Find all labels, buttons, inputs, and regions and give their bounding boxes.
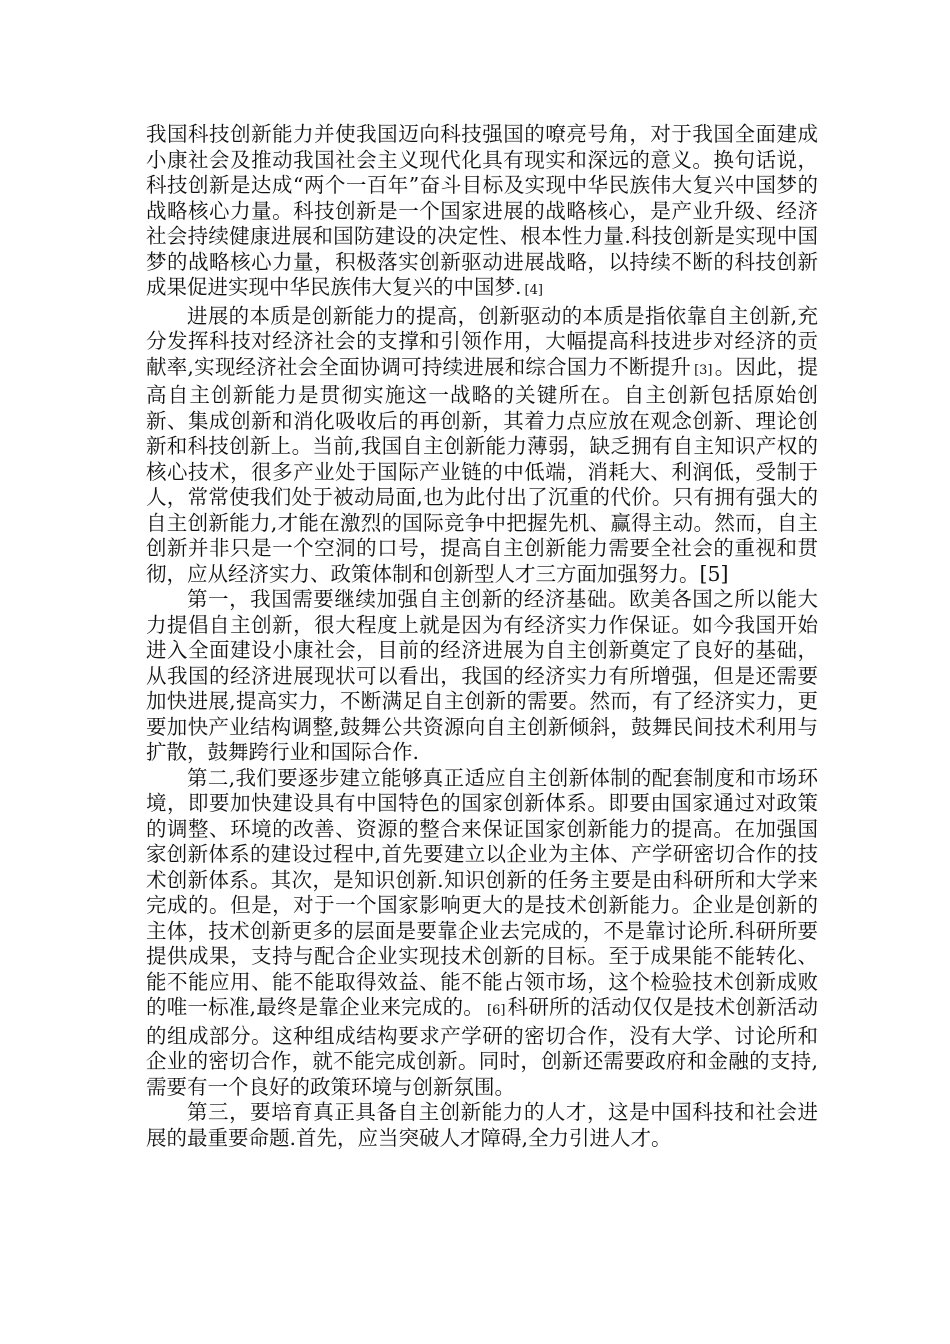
paragraph-2 [146,304,818,588]
citation-6: [6] [487,1003,506,1018]
paragraph-4-tail: 科研所的活动仅仅是技术创新活动的组成部分。这种组成结构要求产学研的密切合作，没有大学、讨论所和企业的密切合作，就不能完成创新。同时，创新还需要政府和金融的支持,需要有一个良好的政策环境与创新氛围。 [146,995,819,1099]
paragraph-1 [146,122,818,304]
paragraph-2-tail: 。因此，提高自主创新能力是贯彻实施这一战略的关键所在。自主创新包括原始创新、集成创新和消化吸收后的再创新，其着力点应放在观念创新、理论创新和科技创新上。当前,我国自主创新能力薄弱，缺乏拥有自主知识产权的核心技术，很多产业处于国际产业链的中低端，消耗大、利润低，受制于人，常常使我们处于被动局面,也为此付出了沉重的代价。只有拥有强大的自主创新能力,才能在激烈的国际竞争中把握先机、赢得主动。然而，自主创新并非只是一个空洞的口号，提高自主创新能力需要全社会的重视和贯彻，应从经济实力、政策体制和创新型人才三方面加强努力。[5] [146,354,819,586]
paragraph-4 [146,766,818,1101]
document-body [146,122,818,1151]
paragraph-5 [146,1100,818,1151]
paragraph-4-text: 第二,我们要逐步建立能够真正适应自主创新体制的配套制度和市场环境，即要加快建设具有中国特色的国家创新体系。即要由国家通过对政策的调整、环境的改善、资源的整合来保证国家创新能力的提高。在加强国家创新体系的建设过程中,首先要建立以企业为主体、产学研密切合作的技术创新体系。其次，是知识创新.知识创新的任务主要是由科研所和大学来完成的。但是，对于一个国家影响更大的是技术创新能力。企业是创新的主体，技术创新更多的层面是要靠企业去完成的，不是靠讨论所.科研所要提供成果，支持与配合企业实现技术创新的目标。至于成果能不能转化、能不能应用、能不能取得效益、能不能占领市场，这个检验技术创新成败的唯一标准,最终是靠企业来完成的。 [146,765,818,1019]
citation-4: [4] [524,283,543,298]
paragraph-1-text: 我国科技创新能力并使我国迈向科技强国的嘹亮号角，对于我国全面建成小康社会及推动我国社会主义现代化具有现实和深远的意义。换句话说，科技创新是达成“两个一百年”奋斗目标及实现中华民族伟大复兴中国梦的战略核心力量。科技创新是一个国家进展的战略核心，是产业升级、经济社会持续健康进展和国防建设的决定性、根本性力量.科技创新是实现中国梦的战略核心力量，积极落实创新驱动进展战略，以持续不断的科技创新成果促进实现中华民族伟大复兴的中国梦. [146,122,818,299]
citation-3: [3] [694,362,713,378]
paragraph-3 [146,587,818,766]
paragraph-3-text: 第一，我国需要继续加强自主创新的经济基础。欧美各国之所以能大力提倡自主创新，很大程度上就是因为有经济实力作保证。如今我国开始进入全面建设小康社会，目前的经济进展为自主创新奠定了良好的基础，从我国的经济进展现状可以看出，我国的经济实力有所增强，但是还需要加快进展,提高实力，不断满足自主创新的需要。然而，有了经济实力，更要加快产业结构调整,鼓舞公共资源向自主创新倾斜，鼓舞民间技术利用与扩散，鼓舞跨行业和国际合作. [146,587,818,764]
paragraph-5-text: 第三，要培育真正具备自主创新能力的人才，这是中国科技和社会进展的最重要命题.首先，应当突破人才障碍,全力引进人才。 [146,1100,818,1150]
paragraph-2-text: 进展的本质是创新能力的提高，创新驱动的本质是指依靠自主创新,充分发挥科技对经济社会的支撑和引领作用，大幅提高科技进步对经济的贡献率,实现经济社会全面协调可持续进展和综合国力不断提升 [146,303,818,379]
